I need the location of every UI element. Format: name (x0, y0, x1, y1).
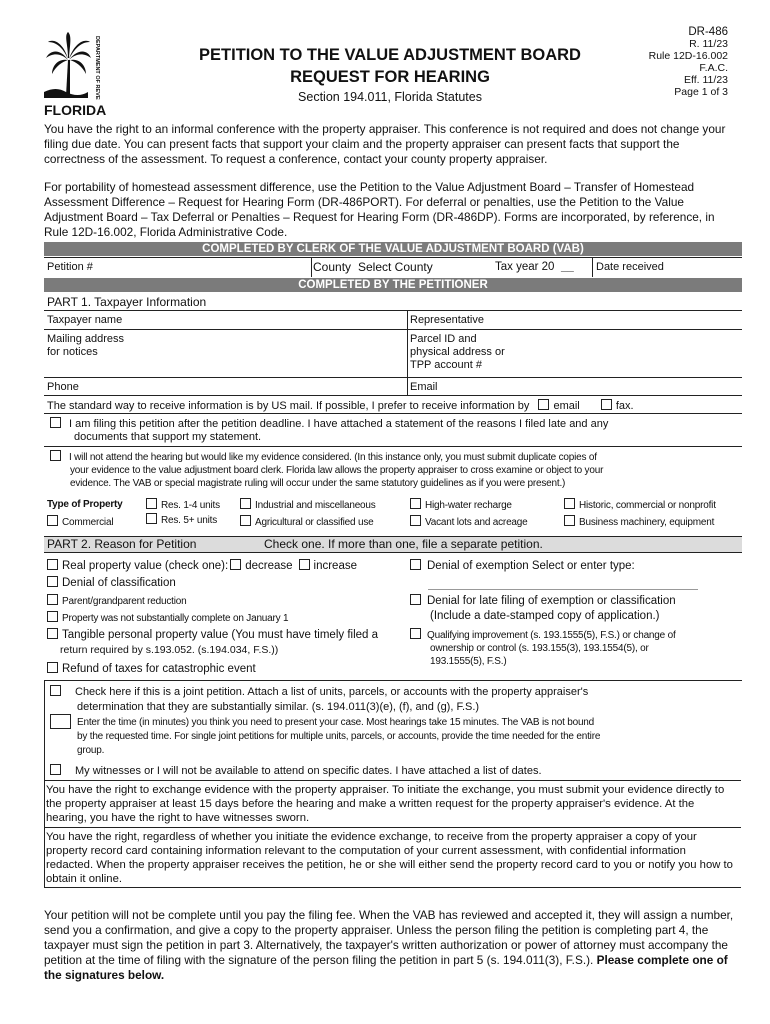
real-property-checkbox[interactable] (47, 559, 58, 570)
fax-checkbox[interactable] (601, 399, 612, 410)
svg-text:DEPARTMENT OF REVENUE: DEPARTMENT OF REVENUE (94, 36, 100, 100)
tangible-option: Tangible personal property value (You must have timely filed a return required by s.193.052. (s.194.034, F.S.)) (47, 628, 378, 657)
petition-number-label: Petition # (47, 261, 93, 273)
part2-instruction: Check one. If more than one, file a separate petition. (264, 537, 543, 551)
county-label: County (313, 260, 352, 274)
mailing-address-label: Mailing address for notices (47, 333, 125, 358)
type-business: Business machinery, equipment (564, 515, 714, 529)
form-rule: Rule 12D-16.002 (648, 50, 728, 62)
late-filing-option: I am filing this petition after the petition deadline. I have attached a statement of the reasons I filed late and any documents that support my statement. (50, 417, 740, 444)
late-filing-checkbox[interactable] (50, 417, 61, 428)
florida-dor-logo (44, 30, 107, 118)
commercial-checkbox[interactable] (47, 515, 58, 526)
email-label: Email (410, 381, 438, 393)
not-complete-checkbox[interactable] (47, 611, 58, 622)
type-res-1-4: Res. 1-4 units (146, 498, 220, 512)
parcel-id-label: Parcel ID and physical address or TPP account # (410, 333, 505, 371)
time-minutes-input[interactable] (50, 714, 71, 729)
type-vacant: Vacant lots and acreage (410, 515, 528, 529)
late-exemption-option: Denial for late filing of exemption or classification (Include a date-stamped copy of application.) (410, 594, 676, 623)
taxpayer-name-label: Taxpayer name (47, 314, 123, 326)
joint-petition-checkbox[interactable] (50, 685, 61, 696)
state-name: FLORIDA (44, 102, 107, 118)
decrease-checkbox[interactable] (230, 559, 241, 570)
contact-preference: The standard way to receive information is by US mail. If possible, I prefer to receive information by email fax. (47, 400, 634, 412)
representative-label: Representative (410, 314, 484, 326)
witness-checkbox[interactable] (50, 764, 61, 775)
county-select[interactable]: Select County (358, 260, 433, 274)
part2-title: PART 2. Reason for Petition (47, 537, 197, 551)
not-attend-option: I will not attend the hearing but would like my evidence considered. (In this instance only, you must submit duplicate copies of your evidence to the value adjustment board clerk. Florida law allows the property appraiser to cross examine or object to your evidence. The VAB or special magistrate ruling will occur under the same statutory guidelines as if you were present.) (50, 450, 740, 490)
evidence-exchange-text: You have the right to exchange evidence with the property appraiser. To initiate the exchange, you must submit your evidence directly to the property appraiser at least 15 days before the hearing and make a written request for the property appraiser's evidence. At the hearing, you have the right to have witnesses sworn. (46, 784, 725, 824)
qualifying-checkbox[interactable] (410, 628, 421, 639)
vacant-checkbox[interactable] (410, 515, 421, 526)
type-industrial: Industrial and miscellaneous (240, 498, 376, 512)
form-eff: Eff. 11/23 (684, 74, 728, 86)
late-exemption-checkbox[interactable] (410, 594, 421, 605)
high-water-checkbox[interactable] (410, 498, 421, 509)
denial-classification-option: Denial of classification (47, 576, 176, 590)
refund-checkbox[interactable] (47, 662, 58, 673)
type-agricultural: Agricultural or classified use (240, 515, 374, 529)
petitioner-section-header: COMPLETED BY THE PETITIONER (44, 278, 742, 292)
form-id: DR-486 (688, 26, 728, 38)
tax-year-label: Tax year 20 (495, 261, 555, 273)
exemption-type-field[interactable] (428, 589, 698, 590)
witness-option: My witnesses or I will not be available to attend on specific dates. I have attached a list of dates. (50, 764, 740, 778)
form-revision: R. 11/23 (689, 38, 728, 50)
email-checkbox[interactable] (538, 399, 549, 410)
business-checkbox[interactable] (564, 515, 575, 526)
filing-fee-note: Your petition will not be complete until you pay the filing fee. When the VAB has reviewed and accepted it, they will assign a number, send you a confirmation, and give a copy to the property appraiser. Unless the person filing the petition is completing part 4, the taxpayer must sign the petition in part 3. Alternatively, the taxpayer's written authorization or power of attorney must accompany the petition at the time of filing with the signature of the person filing the petition in part 5 (s. 194.011(3), F.S.). Please complete one of the signatures below. (44, 908, 734, 982)
denial-classification-checkbox[interactable] (47, 576, 58, 587)
industrial-checkbox[interactable] (240, 498, 251, 509)
denial-exemption-option: Denial of exemption Select or enter type: (410, 559, 635, 573)
intro-conference: You have the right to an informal conference with the property appraiser. This conference is not required and does not change your filing due date. You can present facts that support your claim and the property appraiser can present facts that support the correctness of the assessment. To request a conference, contact your county property appraiser. (44, 122, 726, 166)
signature-instruction: Please complete one of the signatures below. (44, 953, 728, 982)
form-title-line1: PETITION TO THE VALUE ADJUSTMENT BOARD (199, 46, 581, 64)
tax-year-field[interactable]: __ (561, 261, 574, 273)
tangible-checkbox[interactable] (47, 628, 58, 639)
form-fac: F.A.C. (699, 62, 728, 74)
form-title-line2: REQUEST FOR HEARING (290, 68, 490, 86)
historic-checkbox[interactable] (564, 498, 575, 509)
joint-petition-option: Check here if this is a joint petition. Attach a list of units, parcels, or accounts with the property appraiser's determination that they are substantially similar. (s. 194.011(3)(e), (f), and (g), F.S.) (50, 685, 740, 714)
refund-option: Refund of taxes for catastrophic event (47, 662, 256, 676)
type-high-water: High-water recharge (410, 498, 512, 512)
type-historic: Historic, commercial or nonprofit (564, 498, 716, 512)
part2-header (44, 536, 742, 553)
parent-grandparent-option: Parent/grandparent reduction (47, 594, 187, 608)
intro-portability: For portability of homestead assessment difference, use the Petition to the Value Adjustment Board – Transfer of Homestead Assessment Difference – Request for Hearing Form (DR-486PORT). For deferral or penalties, use the Petition to the Value Adjustment Board – Tax Deferral or Penalties – Request for Hearing Form (DR-486DP). Forms are incorporated, by reference, in Rule 12D-16.002, Florida Administrative Code. (44, 180, 715, 239)
palm-tree-icon (44, 30, 102, 100)
res-5-checkbox[interactable] (146, 513, 157, 524)
not-complete-option: Property was not substantially complete on January 1 (47, 611, 288, 625)
real-property-option: Real property value (check one): decrease increase (47, 559, 357, 573)
type-of-property-label: Type of Property (47, 499, 123, 510)
time-request-text: Enter the time (in minutes) you think you need to present your case. Most hearings take 15 minutes. The VAB is not bound by the requested time. For single joint petitions for multiple units, parcels, or accounts, provide the time needed for the entire group. (77, 717, 601, 756)
page-number: Page 1 of 3 (674, 86, 728, 98)
type-commercial: Commercial (47, 515, 113, 529)
phone-label: Phone (47, 381, 79, 393)
qualifying-option: Qualifying improvement (s. 193.1555(5), F.S.) or change of ownership or control (s. 193.155(3), 193.1554(5), or 193.1555(5), F.S.) (410, 628, 676, 668)
form-subtitle: Section 194.011, Florida Statutes (298, 90, 482, 104)
date-received-label: Date received (596, 261, 664, 273)
denial-exemption-checkbox[interactable] (410, 559, 421, 570)
clerk-section-header: COMPLETED BY CLERK OF THE VALUE ADJUSTMENT BOARD (VAB) (44, 242, 742, 256)
res-1-4-checkbox[interactable] (146, 498, 157, 509)
form-meta (649, 26, 728, 98)
not-attend-checkbox[interactable] (50, 450, 61, 461)
part1-title: PART 1. Taxpayer Information (47, 295, 207, 309)
parent-grandparent-checkbox[interactable] (47, 594, 58, 605)
agricultural-checkbox[interactable] (240, 515, 251, 526)
type-res-5: Res. 5+ units (146, 513, 217, 527)
property-record-card-text: You have the right, regardless of whether you initiate the evidence exchange, to receive from the property appraiser a copy of your property record card containing information relevant to the computation of your current assessment, with confidential information redacted. When the property appraiser receives the petition, he or she will either send the property record card to you or notify you how to obtain it online. (46, 831, 733, 885)
increase-checkbox[interactable] (299, 559, 310, 570)
